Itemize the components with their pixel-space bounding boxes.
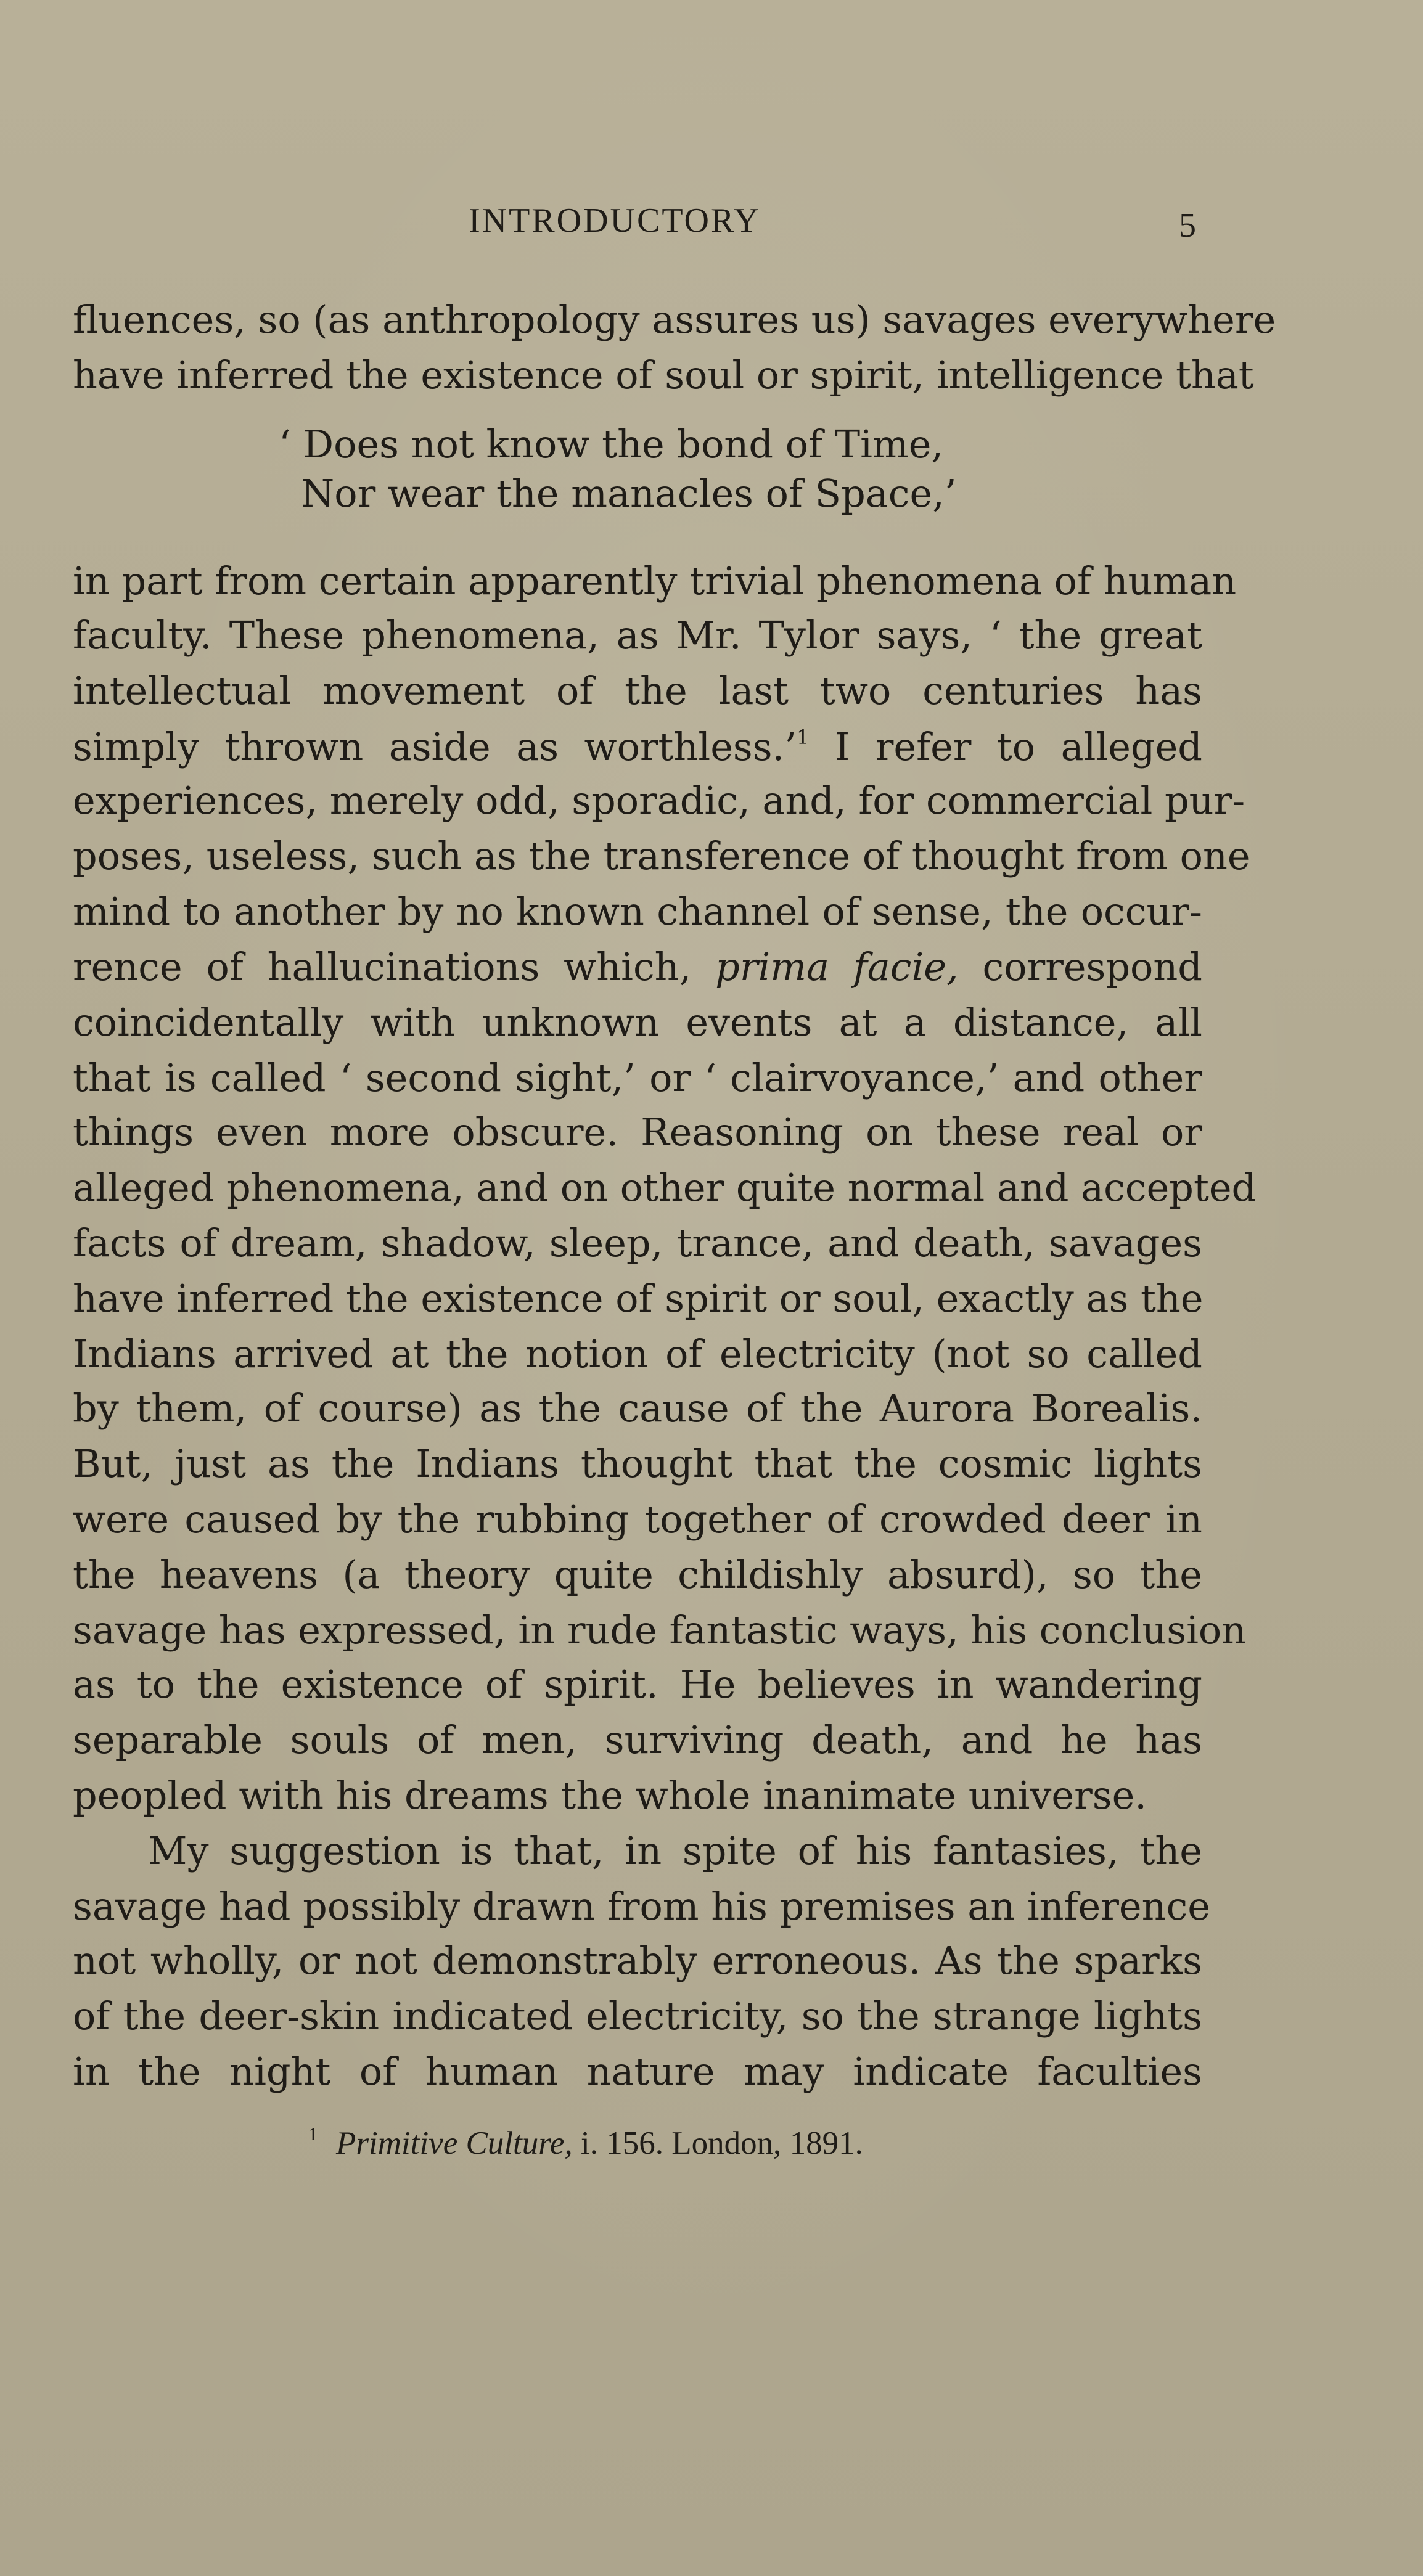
text-line: My suggestion is that, in spite of his fantasies, the: [148, 1828, 1202, 1873]
footnote-marker: 1: [308, 2124, 318, 2145]
text-line: poses, useless, such as the transference of thought from one: [73, 833, 1250, 878]
text-line: separable souls of men, surviving death, and he has: [73, 1717, 1202, 1762]
footnote: [308, 2125, 863, 2160]
verse-line: ‘ Does not know the bond of Time,: [279, 422, 944, 467]
footnote-citation: i. 156. London, 1891.: [572, 2125, 863, 2161]
text-line: [73, 724, 1202, 769]
text-line: But, just as the Indians thought that the cosmic lights: [73, 1441, 1202, 1486]
text-line: experiences, merely odd, sporadic, and, for commercial pur-: [73, 778, 1245, 823]
text-line: as to the existence of spirit. He believes in wandering: [73, 1662, 1202, 1707]
footnote-title: Primitive Culture,: [336, 2125, 573, 2161]
text-span: simply thrown aside as worthless.’: [73, 724, 797, 769]
text-line: Indians arrived at the notion of electricity (not so called: [73, 1331, 1202, 1376]
text-line: things even more obscure. Reasoning on these real or: [73, 1110, 1202, 1155]
text-line: alleged phenomena, and on other quite normal and accepted: [73, 1165, 1257, 1210]
text-line: have inferred the existence of spirit or soul, exactly as the: [73, 1276, 1204, 1321]
text-line: facts of dream, shadow, sleep, trance, and death, savages: [73, 1221, 1202, 1266]
text-line: peopled with his dreams the whole inanimate universe.: [73, 1773, 1147, 1818]
italic-phrase: prima facie,: [715, 944, 959, 989]
text-line: in part from certain apparently trivial phenomena of human: [73, 558, 1237, 603]
text-line: of the deer-skin indicated electricity, so the strange lights: [73, 1993, 1202, 2038]
text-line: [73, 944, 1202, 989]
text-line: coincidentally with unknown events at a distance, all: [73, 1000, 1202, 1045]
footnote-reference: 1: [796, 726, 810, 749]
text-line: in the night of human nature may indicate faculties: [73, 2049, 1202, 2094]
text-span: I refer to alleged: [809, 724, 1202, 769]
text-line: fluences, so (as anthropology assures us) savages everywhere: [73, 297, 1276, 342]
verse-line: Nor wear the manacles of Space,’: [301, 471, 957, 516]
text-span: rence of hallucinations which,: [73, 944, 716, 989]
text-line: savage has expressed, in rude fantastic ways, his conclusion: [73, 1608, 1247, 1653]
text-line: mind to another by no known channel of sense, the occur-: [73, 889, 1202, 934]
text-line: by them, of course) as the cause of the Aurora Borealis.: [73, 1386, 1202, 1431]
page-number: 5: [1179, 206, 1196, 245]
text-line: that is called ‘ second sight,’ or ‘ clairvoyance,’ and other: [73, 1055, 1202, 1100]
text-line: not wholly, or not demonstrably erroneous. As the sparks: [73, 1938, 1202, 1983]
running-head: INTRODUCTORY: [469, 202, 761, 240]
text-line: intellectual movement of the last two centuries has: [73, 668, 1202, 713]
text-line: savage had possibly drawn from his premises an inference: [73, 1884, 1210, 1929]
text-line: the heavens (a theory quite childishly absurd), so the: [73, 1552, 1202, 1597]
text-line: faculty. These phenomena, as Mr. Tylor says, ‘ the great: [73, 613, 1202, 658]
text-line: have inferred the existence of soul or spirit, intelligence that: [73, 353, 1254, 398]
text-line: were caused by the rubbing together of crowded deer in: [73, 1497, 1202, 1542]
text-span: correspond: [958, 944, 1202, 989]
